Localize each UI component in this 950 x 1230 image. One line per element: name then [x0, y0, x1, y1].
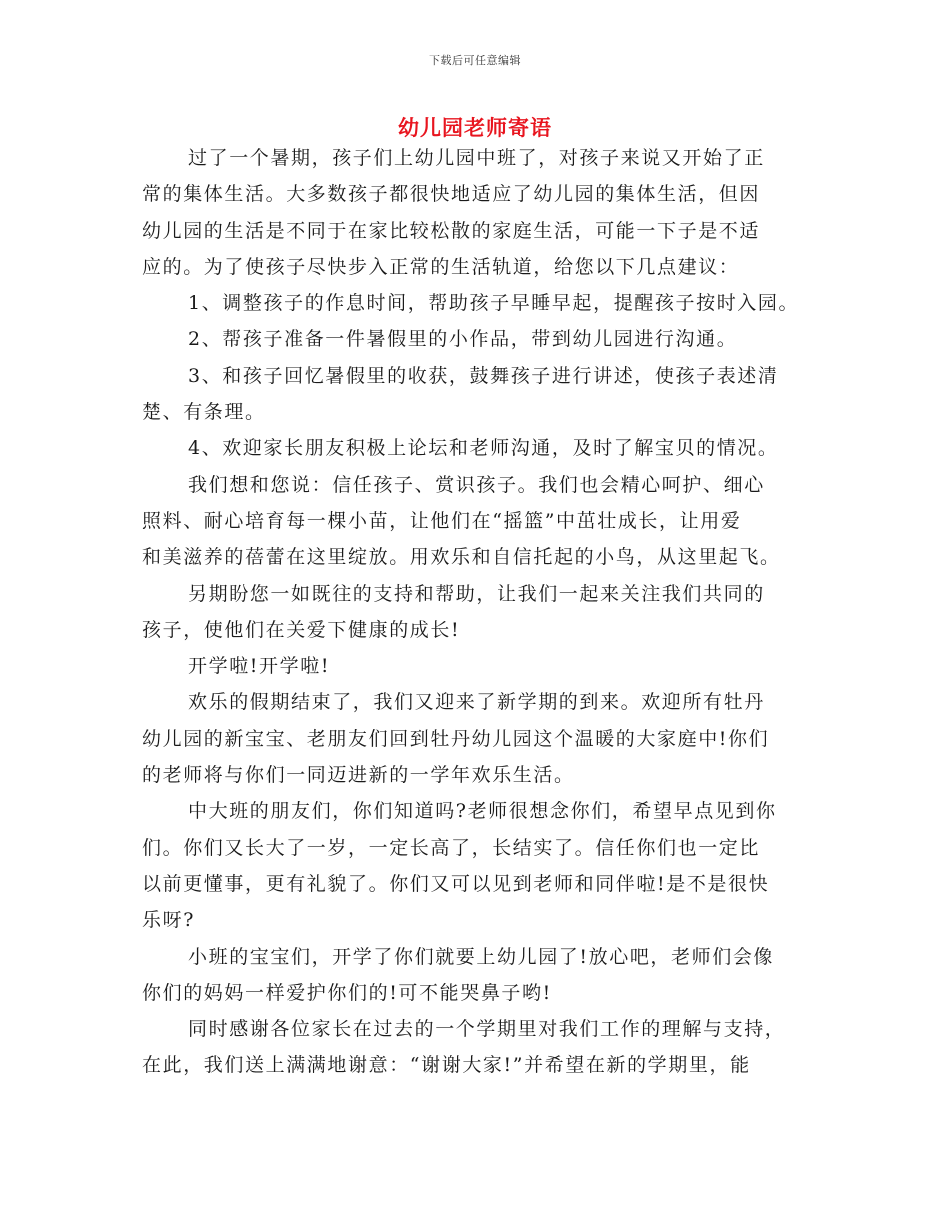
text-line: 我们想和您说：信任孩子、赏识孩子。我们也会精心呵护、细心: [188, 473, 765, 496]
text-line: 小班的宝宝们，开学了你们就要上幼儿园了!放心吧，老师们会像: [188, 945, 775, 968]
text-line: 和美滋养的蓓蕾在这里绽放。用欢乐和自信托起的小鸟，从这里起飞。: [142, 546, 781, 569]
text-line: 1、调整孩子的作息时间，帮助孩子早睡早起，提醒孩子按时入园。: [188, 292, 800, 315]
document-body: [142, 140, 814, 1084]
header-note: 下载后可任意编辑: [429, 54, 521, 67]
text-line: 幼儿园的生活是不同于在家比较松散的家庭生活，可能一下子是不适: [142, 219, 761, 242]
text-line: 2、帮孩子准备一件暑假里的小作品，带到幼儿园进行沟通。: [188, 328, 738, 351]
text-line: 孩子，使他们在关爱下健康的成长!: [142, 618, 461, 641]
text-line: 以前更懂事，更有礼貌了。你们又可以见到老师和同伴啦!是不是很快: [142, 872, 770, 895]
text-line: 幼儿园的新宝宝、老朋友们回到牡丹幼儿园这个温暖的大家庭中!你们: [142, 727, 770, 750]
text-line: 乐呀?: [142, 909, 195, 932]
text-line: 在此，我们送上满满地谢意：“谢谢大家!”并希望在新的学期里，能: [142, 1054, 751, 1077]
text-line: 楚、有条理。: [142, 401, 266, 424]
text-line: 中大班的朋友们，你们知道吗?老师很想念你们，希望早点见到你: [188, 800, 777, 823]
text-line: 4、欢迎家长朋友积极上论坛和老师沟通，及时了解宝贝的情况。: [188, 437, 779, 460]
document-title: 幼儿园老师寄语: [398, 115, 552, 140]
text-line: 的老师将与你们一同迈进新的一学年欢乐生活。: [142, 764, 575, 787]
text-line: 应的。为了使孩子尽快步入正常的生活轨道，给您以下几点建议：: [142, 255, 740, 278]
text-line: 照料、耐心培育每一棵小苗，让他们在“摇篮”中茁壮成长，让用爱: [142, 509, 742, 532]
text-line: 你们的妈妈一样爱护你们的!可不能哭鼻子哟!: [142, 981, 552, 1004]
text-line: 过了一个暑期，孩子们上幼儿园中班了，对孩子来说又开始了正: [188, 147, 765, 169]
text-line: 开学啦!开学啦!: [188, 655, 331, 678]
text-line: 3、和孩子回忆暑假里的收获，鼓舞孩子进行讲述，使孩子表述清: [188, 364, 779, 387]
text-line: 欢乐的假期结束了，我们又迎来了新学期的到来。欢迎所有牡丹: [188, 691, 765, 714]
text-line: 同时感谢各位家长在过去的一个学期里对我们工作的理解与支持，: [188, 1018, 786, 1041]
text-line: 常的集体生活。大多数孩子都很快地适应了幼儿园的集体生活，但因: [142, 183, 761, 206]
text-line: 们。你们又长大了一岁，一定长高了，长结实了。信任你们也一定比: [142, 836, 761, 859]
text-line: 另期盼您一如既往的支持和帮助，让我们一起来关注我们共同的: [188, 582, 765, 605]
